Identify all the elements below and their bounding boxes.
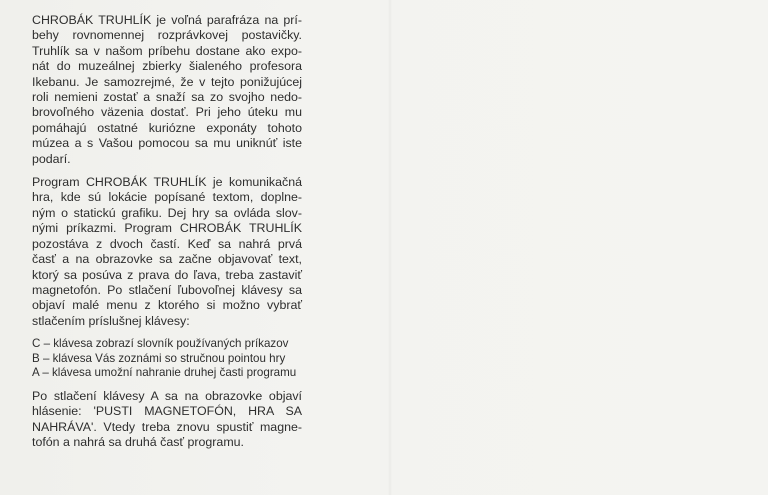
text-line: časť a na obrazovke sa začne objavovať text, bbox=[32, 252, 302, 267]
text-line: Po stlačení klávesy A sa na obrazovke objaví bbox=[32, 388, 302, 403]
text-line: ktorý sa posúva z prava do ľava, treba zastaviť bbox=[32, 267, 302, 282]
page-fold bbox=[388, 0, 392, 495]
text-line: NAHRÁVA'. Vtedy treba znovu spustiť magne- bbox=[32, 419, 302, 434]
program-paragraph bbox=[32, 175, 302, 329]
text-line: brovoľného väzenia dostať. Pri jeho úteku mu bbox=[32, 105, 302, 120]
text-line: behy rovnomennej rozprávkovej postavičky. bbox=[32, 28, 302, 43]
text-line: objaví malé menu z ktorého si možno vybrať bbox=[32, 298, 302, 313]
text-line: ným o statickú grafiku. Dej hry sa ovláda slov- bbox=[32, 205, 302, 220]
text-line: stlačením príslušnej klávesy: bbox=[32, 313, 190, 328]
text-line: nými príkazmi. Program CHROBÁK TRUHLÍK bbox=[32, 221, 302, 236]
text-line: CHROBÁK TRUHLÍK je voľná parafráza na prí- bbox=[32, 13, 302, 27]
text-line: hlásenie: 'PUSTI MAGNETOFÓN, HRA SA bbox=[32, 404, 302, 419]
text-line: roli nemieni zostať a snaží sa zo svojho nedo- bbox=[32, 90, 302, 105]
key-list bbox=[32, 337, 302, 381]
text-line: Truhlík sa v našom príbehu dostane ako expo- bbox=[32, 43, 302, 58]
text-line: nát do muzeálnej zbierky šialeného profesora bbox=[32, 59, 302, 74]
text-line: Program CHROBÁK TRUHLÍK je komunikačná bbox=[32, 175, 302, 190]
text-line: pomáhajú ostatné kuriózne exponáty tohoto bbox=[32, 120, 302, 135]
key-b-item: B – klávesa Vás zoznámi so stručnou pointou hry bbox=[32, 351, 286, 365]
text-line: podarí. bbox=[32, 151, 71, 166]
text-column bbox=[32, 13, 302, 459]
text-line: tofón a nahrá sa druhá časť programu. bbox=[32, 435, 244, 450]
text-line: pozostáva z dvoch častí. Keď sa nahrá prvá bbox=[32, 236, 302, 251]
key-a-item: A – klávesa umožní nahranie druhej časti programu bbox=[32, 366, 297, 380]
text-line: hra, kde sú lokácie popísané textom, doplne- bbox=[32, 190, 302, 205]
closing-paragraph bbox=[32, 389, 302, 451]
text-line: múzea a s Vašou pomocou sa mu uniknúť iste bbox=[32, 136, 302, 151]
text-line: magnetofón. Po stlačení ľubovoľnej klávesy sa bbox=[32, 282, 302, 297]
intro-paragraph bbox=[32, 13, 302, 167]
text-line: Ikebanu. Je samozrejmé, že v tejto ponižujúcej bbox=[32, 74, 302, 89]
key-c-item: C – klávesa zobrazí slovník používaných príkazov bbox=[32, 337, 289, 351]
